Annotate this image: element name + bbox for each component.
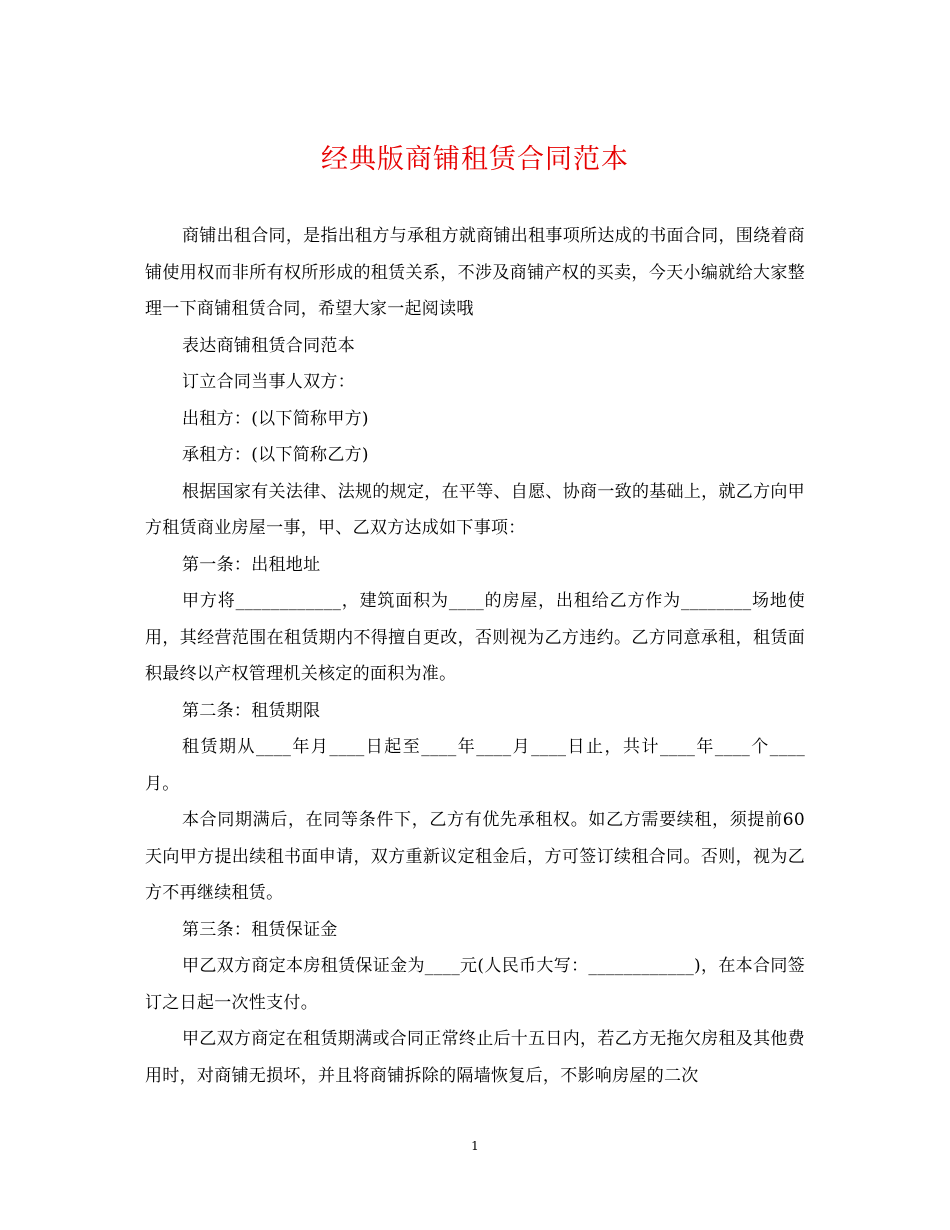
clause-2-term: 租赁期从____年月____日起至____年____月____日止，共计____年____个____月。 — [145, 737, 805, 794]
paragraph-lessor: 出租方：(以下简称甲方) — [182, 408, 369, 429]
clause-3-deposit: 甲乙双方商定本房租赁保证金为____元(人民币大写：____________)，在本合同签订之日起一次性支付。 — [145, 956, 805, 1013]
clause-2-heading: 第二条：租赁期限 — [182, 700, 321, 721]
clause-1-text: 甲方将____________，建筑面积为____的房屋，出租给乙方作为________场地使用，其经营范围在租赁期内不得擅自更改，否则视为乙方违约。乙方同意承租，租赁面积最终以产权管理机关核定的面积为准。 — [145, 591, 805, 684]
clause-3-heading: 第三条：租赁保证金 — [182, 919, 338, 940]
paragraph-subtitle: 表达商铺租赁合同范本 — [182, 335, 355, 356]
page-number: 1 — [471, 1139, 479, 1153]
document-title: 经典版商铺租赁合同范本 — [321, 144, 629, 175]
paragraph-basis: 根据国家有关法律、法规的规定，在平等、自愿、协商一致的基础上，就乙方向甲方租赁商业房屋一事，甲、乙双方达成如下事项： — [145, 481, 805, 538]
clause-2-renewal: 本合同期满后，在同等条件下，乙方有优先承租权。如乙方需要续租，须提前60天向甲方提出续租书面申请，双方重新议定租金后，方可签订续租合同。否则，视为乙方不再继续租赁。 — [145, 810, 805, 903]
paragraph-intro: 商铺出租合同，是指出租方与承租方就商铺出租事项所达成的书面合同，围绕着商铺使用权而非所有权所形成的租赁关系，不涉及商铺产权的买卖，今天小编就给大家整理一下商铺租赁合同，希望大家一起阅读哦 — [145, 226, 805, 319]
paragraph-lessee: 承租方：(以下简称乙方) — [182, 445, 369, 465]
paragraph-parties: 订立合同当事人双方： — [182, 372, 355, 392]
document-body — [145, 218, 805, 1094]
clause-1-heading: 第一条：出租地址 — [182, 554, 321, 575]
clause-3-refund: 甲乙双方商定在租赁期满或合同正常终止后十五日内，若乙方无拖欠房租及其他费用时，对商铺无损坏，并且将商铺拆除的隔墙恢复后，不影响房屋的二次 — [145, 1029, 805, 1086]
